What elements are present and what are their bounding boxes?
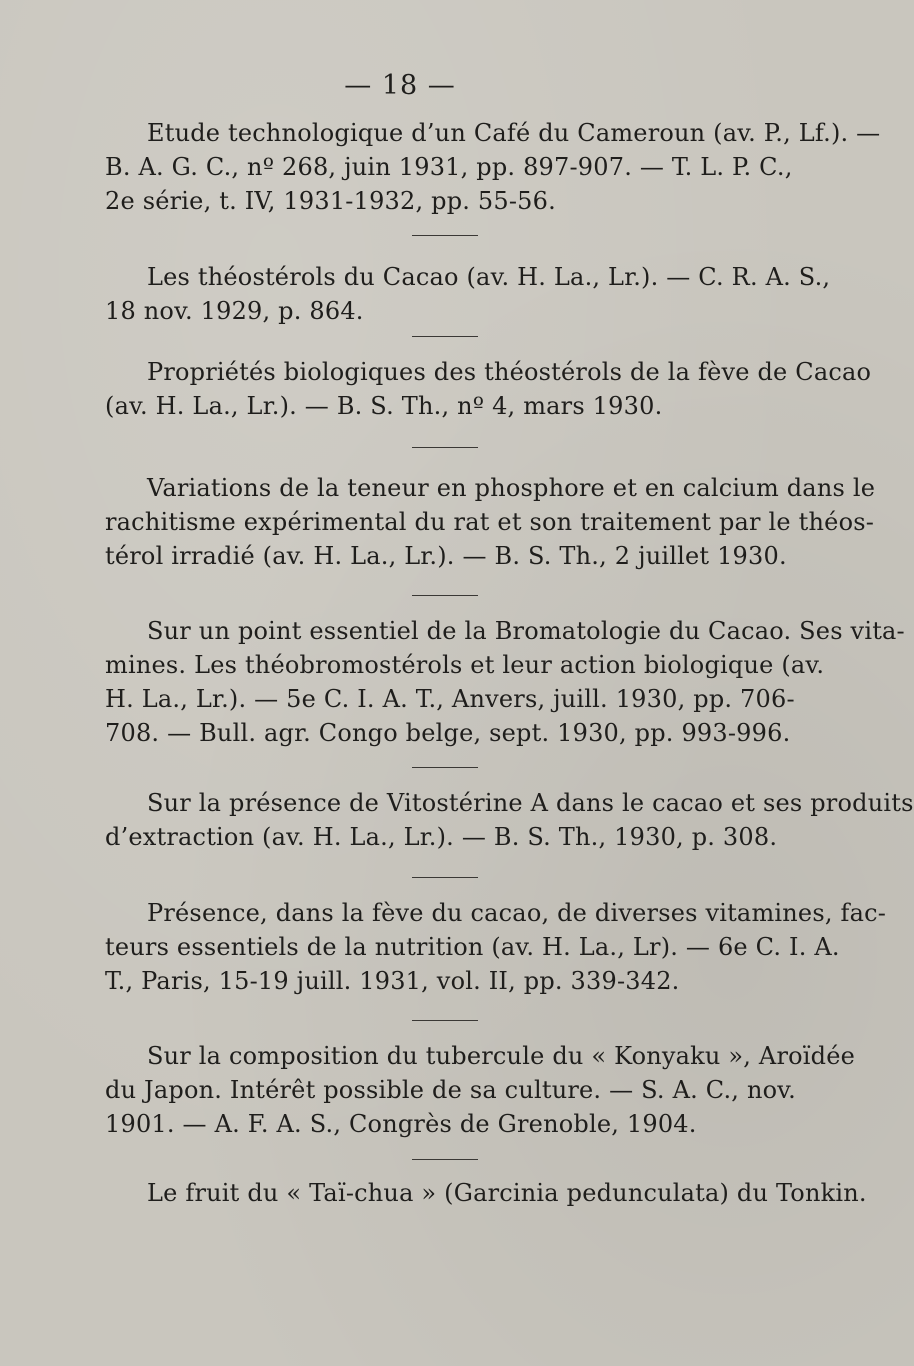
entry-line: 1901. — A. F. A. S., Congrès de Grenoble, 1904. bbox=[105, 1110, 697, 1138]
bibliography-entry bbox=[105, 1039, 856, 1141]
bibliography-entry bbox=[105, 116, 881, 218]
entry-line: mines. Les théobromostérols et leur action biologique (av. bbox=[105, 651, 825, 679]
entry-line: (av. H. La., Lr.). — B. S. Th., nº 4, mars 1930. bbox=[105, 392, 663, 420]
entry-line: 708. — Bull. agr. Congo belge, sept. 1930, pp. 993-996. bbox=[105, 719, 791, 747]
separator-rule bbox=[412, 336, 478, 337]
bibliography-entry bbox=[105, 260, 831, 328]
separator-rule bbox=[412, 595, 478, 596]
entry-line: Le fruit du « Taï-chua » (Garcinia pedunculata) du Tonkin. bbox=[147, 1179, 867, 1207]
entry-line: Sur un point essentiel de la Bromatologie du Cacao. Ses vita- bbox=[147, 617, 905, 645]
separator-rule bbox=[412, 447, 478, 448]
entry-line: 18 nov. 1929, p. 864. bbox=[105, 297, 364, 325]
bibliography-entry bbox=[105, 786, 914, 854]
entry-line: Sur la composition du tubercule du « Konyaku », Aroïdée bbox=[147, 1042, 856, 1070]
page-number: — 18 — bbox=[344, 70, 456, 101]
entry-line: térol irradié (av. H. La., Lr.). — B. S. Th., 2 juillet 1930. bbox=[105, 542, 787, 570]
entry-line: Sur la présence de Vitostérine A dans le cacao et ses produits bbox=[147, 789, 914, 817]
entry-line: T., Paris, 15-19 juill. 1931, vol. II, pp. 339-342. bbox=[105, 967, 680, 995]
entry-line: du Japon. Intérêt possible de sa culture. — S. A. C., nov. bbox=[105, 1076, 796, 1104]
entry-line: rachitisme expérimental du rat et son traitement par le théos- bbox=[105, 508, 875, 536]
entry-line: Etude technologique d’un Café du Cameroun (av. P., Lf.). — bbox=[147, 119, 881, 147]
separator-rule bbox=[412, 767, 478, 768]
entry-line: Propriétés biologiques des théostérols de la fève de Cacao bbox=[147, 358, 872, 386]
bibliography-entry bbox=[105, 355, 872, 423]
bibliography-entry bbox=[105, 896, 887, 998]
separator-rule bbox=[412, 1159, 478, 1160]
bibliography-entry bbox=[105, 471, 876, 573]
entry-line: Les théostérols du Cacao (av. H. La., Lr.). — C. R. A. S., bbox=[147, 263, 831, 291]
bibliography-entry bbox=[105, 1176, 867, 1210]
entry-line: Présence, dans la fève du cacao, de diverses vitamines, fac- bbox=[147, 899, 887, 927]
entry-line: H. La., Lr.). — 5e C. I. A. T., Anvers, juill. 1930, pp. 706- bbox=[105, 685, 795, 713]
entry-line: Variations de la teneur en phosphore et en calcium dans le bbox=[147, 474, 876, 502]
entry-line: d’extraction (av. H. La., Lr.). — B. S. Th., 1930, p. 308. bbox=[105, 823, 778, 851]
entry-line: 2e série, t. IV, 1931-1932, pp. 55-56. bbox=[105, 187, 556, 215]
separator-rule bbox=[412, 235, 478, 236]
bibliography-entry bbox=[105, 614, 905, 750]
entry-line: B. A. G. C., nº 268, juin 1931, pp. 897-907. — T. L. P. C., bbox=[105, 153, 793, 181]
separator-rule bbox=[412, 1020, 478, 1021]
entry-line: teurs essentiels de la nutrition (av. H. La., Lr). — 6e C. I. A. bbox=[105, 933, 840, 961]
separator-rule bbox=[412, 877, 478, 878]
